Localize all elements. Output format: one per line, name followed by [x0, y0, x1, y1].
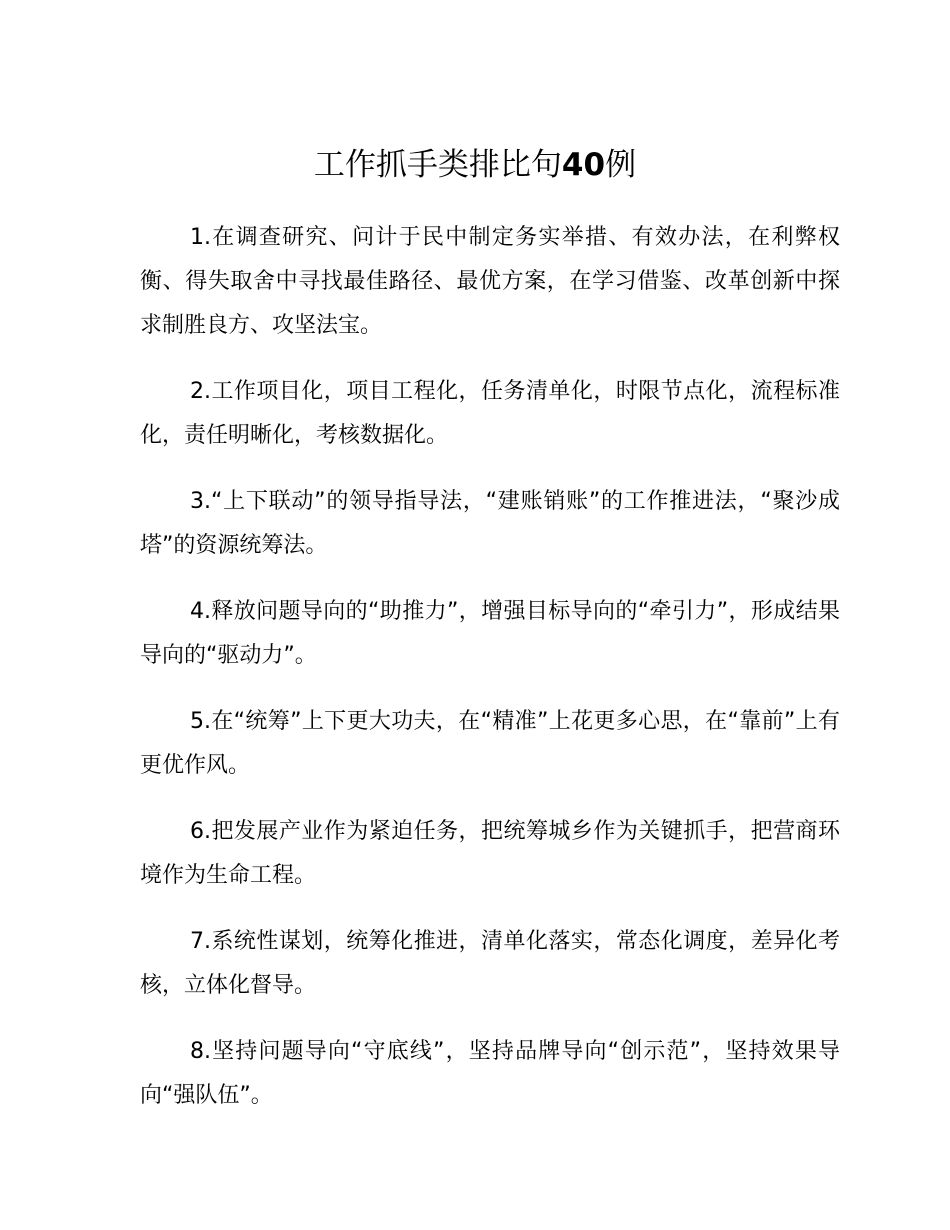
document-body: [140, 216, 840, 1140]
paragraph-1: 1.在调查研究、问计于民中制定务实举措、有效办法，在利弊权衡、得失取舍中寻找最佳路径、最优方案，在学习借鉴、改革创新中探求制胜良方、攻坚法宝。: [140, 225, 840, 338]
page-title: [0, 140, 950, 190]
paragraph-4: 4.释放问题导向的“助推力”，增强目标导向的“牵引力”，形成结果导向的“驱动力”。: [140, 599, 840, 668]
paragraph-8: 8.坚持问题导向“守底线”，坚持品牌导向“创示范”，坚持效果导向“强队伍”。: [140, 1039, 840, 1108]
paragraph-7: 7.系统性谋划，统筹化推进，清单化落实，常态化调度，差异化考核，立体化督导。: [140, 929, 840, 998]
title-suffix: 例: [605, 147, 637, 183]
paragraph-3: 3.“上下联动”的领导指导法，“建账销账”的工作推进法，“聚沙成塔”的资源统筹法。: [140, 489, 840, 558]
title-text: 工作抓手类排比句: [313, 147, 562, 183]
paragraph-6: 6.把发展产业作为紧迫任务，把统筹城乡作为关键抓手，把营商环境作为生命工程。: [140, 819, 840, 888]
paragraph-5: 5.在“统筹”上下更大功夫，在“精准”上花更多心思，在“靠前”上有更优作风。: [140, 709, 840, 778]
title-number: 40: [561, 147, 606, 183]
paragraph-2: 2.工作项目化，项目工程化，任务清单化，时限节点化，流程标准化，责任明晰化，考核数据化。: [140, 379, 840, 448]
